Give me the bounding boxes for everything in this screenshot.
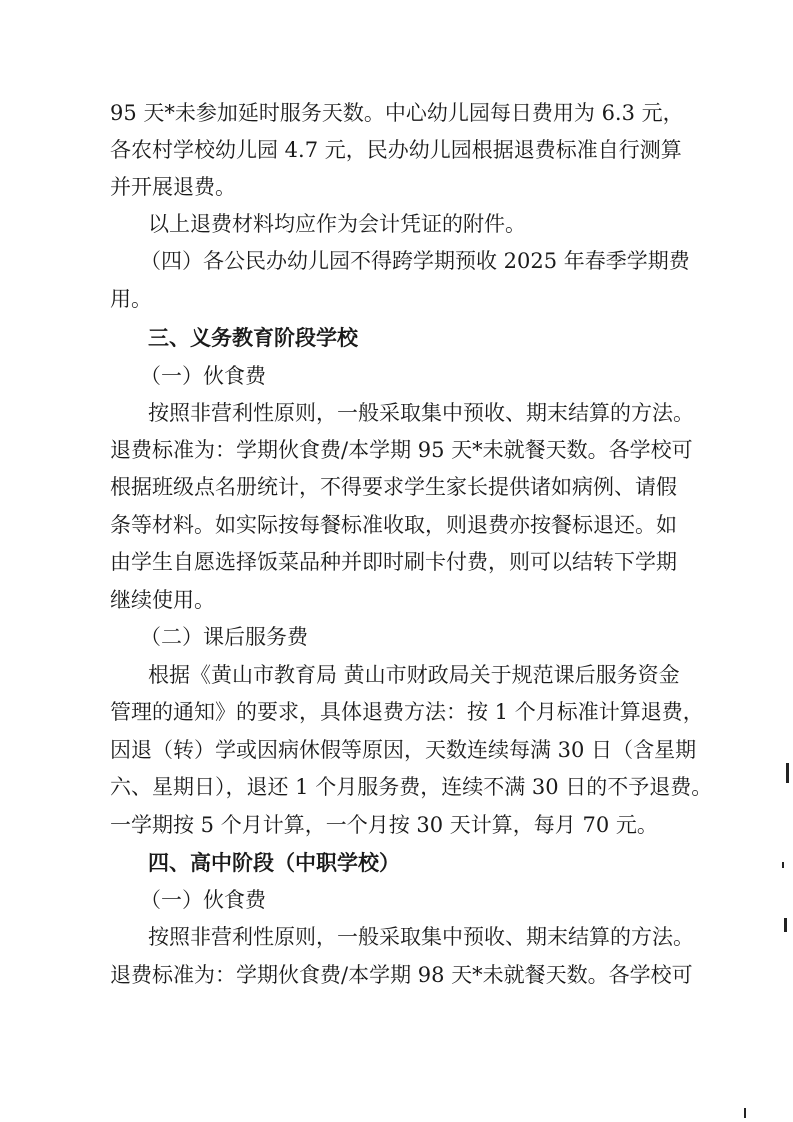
text-line-1: 95 天*未参加延时服务天数。中心幼儿园每日费用为 6.3 元， — [110, 101, 684, 125]
section-heading-3: 三、义务教育阶段学校 — [148, 326, 358, 350]
scan-mark — [744, 1108, 746, 1118]
scan-mark — [784, 918, 787, 932]
text-line-12: 条等材料。如实际按每餐标准收取，则退费亦按餐标退还。如 — [110, 513, 677, 537]
text-line-13: 由学生自愿选择饭菜品种并即时刷卡付费，则可以结转下学期 — [110, 550, 677, 574]
text-line-23: 按照非营利性原则，一般采取集中预收、期末结算的方法。 — [148, 925, 694, 949]
text-line-6: 用。 — [110, 287, 152, 311]
text-line-24: 退费标准为：学期伙食费/本学期 98 天*未就餐天数。各学校可 — [110, 963, 693, 987]
subsection-heading-meals: （一）伙食费 — [140, 364, 266, 388]
text-line-19: 六、星期日），退还 1 个月服务费，连续不满 30 日的不予退费。 — [110, 775, 713, 799]
text-line-10: 退费标准为：学期伙食费/本学期 95 天*未就餐天数。各学校可 — [110, 438, 693, 462]
text-line-18: 因退（转）学或因病休假等原因，天数连续每满 30 日（含星期 — [110, 738, 697, 762]
text-line-14: 继续使用。 — [110, 588, 215, 612]
text-line-16: 根据《黄山市教育局 黄山市财政局关于规范课后服务资金 — [148, 663, 680, 687]
subsection-heading-after-school: （二）课后服务费 — [140, 625, 308, 649]
text-line-9: 按照非营利性原则，一般采取集中预收、期末结算的方法。 — [148, 401, 694, 425]
text-line-4: 以上退费材料均应作为会计凭证的附件。 — [148, 212, 526, 236]
text-line-5: （四）各公民办幼儿园不得跨学期预收 2025 年春季学期费 — [140, 249, 690, 273]
text-line-17: 管理的通知》的要求，具体退费方法：按 1 个月标准计算退费， — [110, 700, 704, 724]
scan-mark — [786, 763, 789, 783]
text-line-3: 并开展退费。 — [110, 175, 236, 199]
text-line-2: 各农村学校幼儿园 4.7 元，民办幼儿园根据退费标准自行测算 — [110, 138, 682, 162]
text-line-20: 一学期按 5 个月计算，一个月按 30 天计算，每月 70 元。 — [110, 813, 658, 837]
section-heading-4: 四、高中阶段（中职学校） — [148, 851, 400, 875]
text-line-11: 根据班级点名册统计，不得要求学生家长提供诸如病例、请假 — [110, 475, 677, 499]
scan-mark — [782, 862, 784, 868]
subsection-heading-meals-2: （一）伙食费 — [140, 888, 266, 912]
